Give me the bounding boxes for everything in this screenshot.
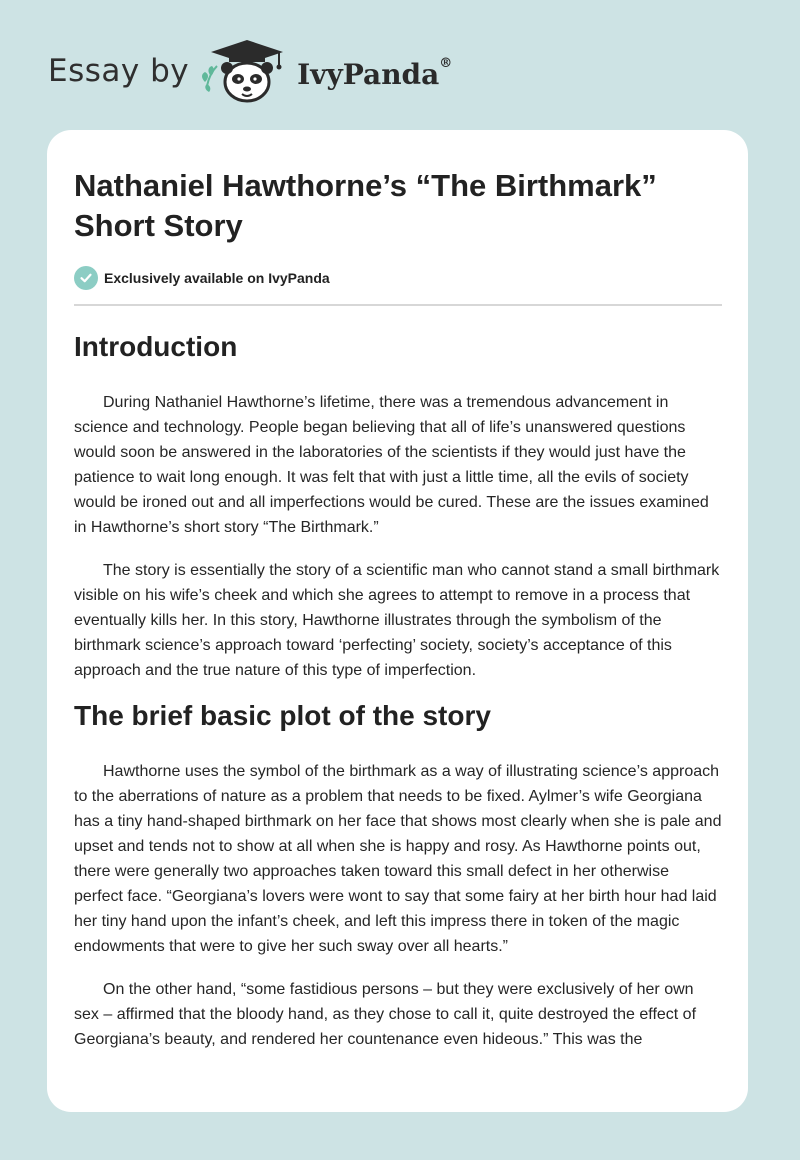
brand-name: IvyPanda® (297, 55, 453, 91)
exclusive-badge (74, 266, 722, 290)
essay-title (74, 166, 722, 246)
essay-card (47, 130, 748, 1112)
divider (74, 304, 722, 306)
paragraph: During Nathaniel Hawthorne’s lifetime, there was a tremendous advancement in science and technology. People began believing that all of life’s unanswered questions would soon be answered in the laboratories of the scientists if they would just have the patience to wait long enough. It was felt that with just a little time, all the evils of society would be ironed out and all imperfections would be cured. These are the issues examined in Hawthorne’s short story “The Birthmark.” (74, 394, 709, 536)
essay-title-line-1: Nathaniel Hawthorne’s “The Birthmark” (74, 168, 657, 203)
section-heading-introduction: Introduction (74, 331, 238, 362)
paragraph: The story is essentially the story of a scientific man who cannot stand a small birthmark visible on his wife’s cheek and which she agrees to attempt to remove in a process that eventually kills her. In this story, Hawthorne illustrates through the symbolism of the birthmark science’s approach toward ‘perfecting’ society, society’s acceptance of this approach and the true nature of this type of imperfection. (74, 562, 720, 679)
exclusive-badge-label: Exclusively available on IvyPanda (104, 270, 330, 286)
paragraph: Hawthorne uses the symbol of the birthmark as a way of illustrating science’s approach to the aberrations of nature as a problem that needs to be fixed. Aylmer’s wife Georgiana has a tiny hand-shaped birthmark on her face that shows most clearly when she is pale and upset and tends not to show at all when she is happy and rosy. As Hawthorne points out, there were generally two approaches taken toward this small defect in her otherwise perfect face. “Georgiana’s lovers were wont to say that some fairy at her birth hour had laid her tiny hand upon the infant’s cheek, and left this impress there in token of the magic endowments that were to give her such sway over all hearts.” (74, 763, 722, 955)
registered-mark: ® (439, 55, 453, 71)
essay-by-label: Essay by (48, 53, 190, 89)
ivypanda-logo-icon (199, 36, 295, 106)
section-heading-plot: The brief basic plot of the story (74, 700, 491, 731)
essay-title-line-2: Short Story (74, 208, 243, 243)
paragraph: On the other hand, “some fastidious persons – but they were exclusively of her own sex – affirmed that the bloody hand, as they chose to call it, quite destroyed the effect of Georgiana’s beauty, and rendered her countenance even hideous.” This was the (74, 981, 697, 1048)
site-header (48, 36, 452, 106)
check-icon (74, 266, 98, 290)
